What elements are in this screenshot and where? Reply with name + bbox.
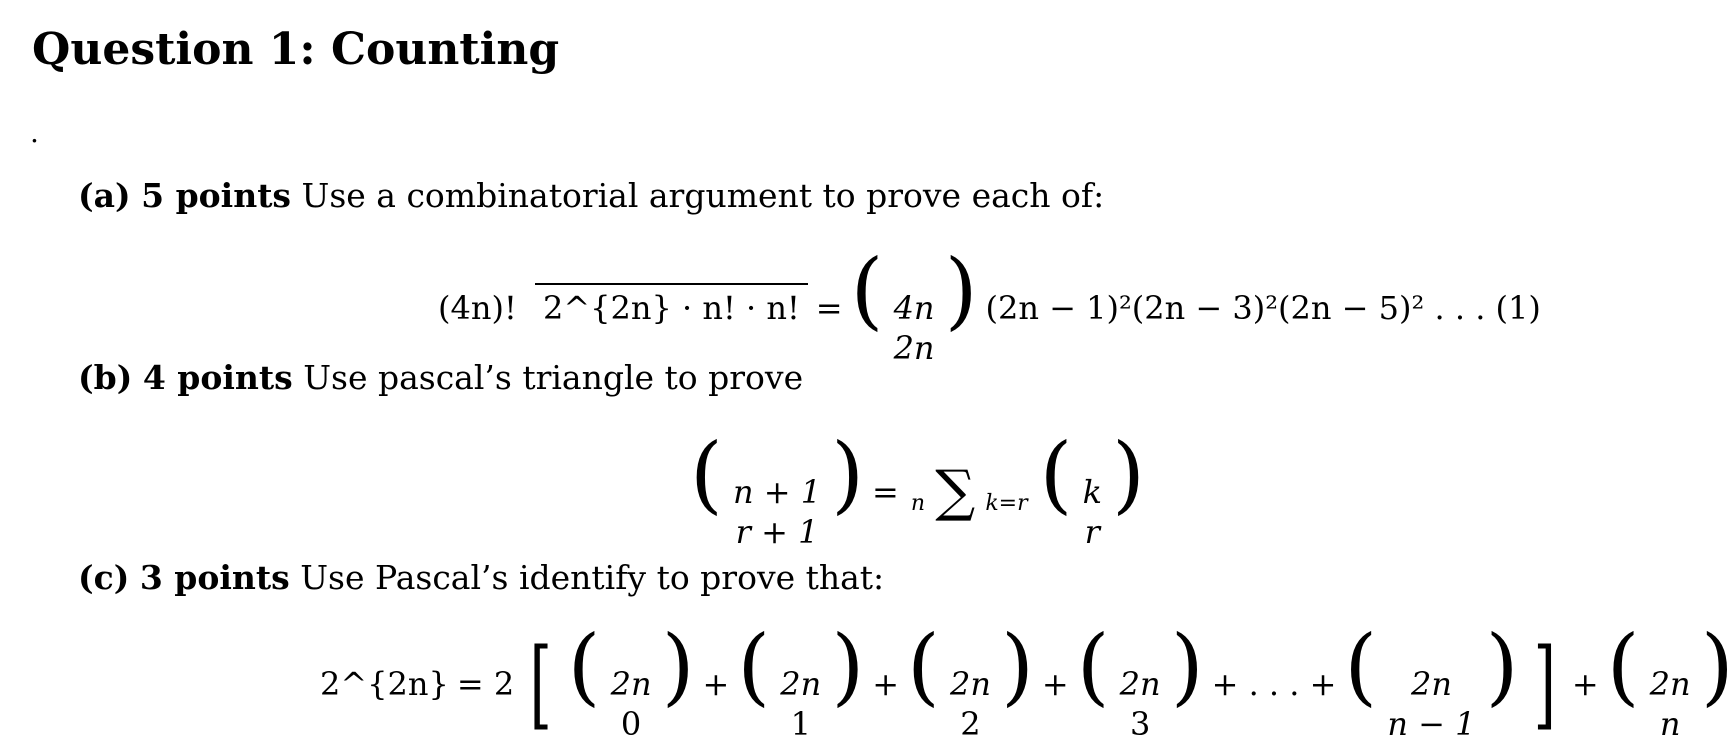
binomial-term: ( 2n 2 )	[907, 617, 1034, 743]
equation-b	[690, 425, 1145, 552]
equals-sign: =	[815, 289, 843, 327]
part-c-line	[78, 558, 884, 597]
part-a-label: (a)	[78, 176, 131, 215]
binomial-bottom: 2n	[893, 329, 935, 367]
fraction	[430, 289, 808, 327]
binomial: ( 4n 2n )	[850, 241, 978, 367]
part-c-label: (c)	[78, 558, 130, 597]
plus-sign: +	[702, 665, 730, 703]
fraction-denominator: 2^{2n} · n! · n!	[535, 283, 808, 327]
dot-mark: .	[30, 116, 39, 149]
equation-c	[320, 617, 1734, 744]
plus-sign: +	[872, 665, 900, 703]
part-a-points: 5 points	[141, 176, 292, 215]
binomial-bottom: 1	[790, 705, 811, 743]
binomial-top: 2n	[610, 665, 652, 703]
binomial-term-last: ( 2n n − 1 )	[1344, 617, 1519, 743]
part-b-text: Use pascal’s triangle to prove	[303, 358, 804, 397]
binomial-sum-term: ( k r )	[1039, 425, 1145, 551]
product-expression: (2n − 1)²(2n − 3)²(2n − 5)² . . . (1)	[985, 289, 1541, 327]
binomial-lhs: ( n + 1 r + 1 )	[690, 425, 865, 551]
plus-sign: +	[1041, 665, 1069, 703]
binomial-top: 2n	[949, 665, 991, 703]
part-c-text: Use Pascal’s identify to prove that:	[300, 558, 885, 597]
binomial-top: 2n	[1119, 665, 1161, 703]
equals-two: = 2	[456, 665, 515, 703]
right-bracket: ]	[1533, 628, 1557, 740]
equation-a	[430, 241, 1541, 368]
binomial-top: 2n	[780, 665, 822, 703]
binomial-sum-bottom: r	[1084, 513, 1100, 551]
part-a-text: Use a combinatorial argument to prove each of:	[301, 176, 1105, 215]
binomial-top: 2n	[1649, 665, 1691, 703]
part-c-points: 3 points	[139, 558, 290, 597]
plus-sign: +	[1571, 665, 1599, 703]
binomial-bottom: 2	[960, 705, 981, 743]
binomial-bottom: 0	[620, 705, 642, 743]
binomial-bottom: n − 1	[1387, 705, 1476, 743]
part-b-points: 4 points	[142, 358, 293, 397]
ellipsis-sum: + . . . +	[1211, 665, 1337, 703]
binomial-bottom: n	[1659, 705, 1681, 743]
lhs-power: 2^{2n}	[320, 665, 449, 703]
binomial-term: ( 2n 3 )	[1076, 617, 1204, 743]
binomial-sum-top: k	[1082, 473, 1102, 511]
summation	[910, 459, 1028, 524]
sigma-symbol: ∑	[935, 459, 976, 524]
sum-lower-limit: k=r	[985, 491, 1028, 516]
binomial-term-outer: ( 2n n )	[1606, 617, 1734, 743]
binomial-top: 2n	[1410, 665, 1452, 703]
page-title: Question 1: Counting	[32, 24, 560, 75]
binomial-lhs-bottom: r + 1	[735, 513, 819, 551]
sum-upper-limit: n	[910, 491, 926, 516]
part-b-line	[78, 358, 803, 397]
fraction-numerator: (4n)!	[438, 289, 517, 327]
left-bracket: [	[529, 628, 553, 740]
binomial-term: ( 2n 1 )	[737, 617, 865, 743]
equals-sign: =	[872, 473, 899, 511]
binomial-lhs-top: n + 1	[732, 473, 822, 511]
binomial-top: 4n	[893, 289, 935, 327]
binomial-term: ( 2n 0 )	[567, 617, 695, 743]
part-b-label: (b)	[78, 358, 133, 397]
binomial-bottom: 3	[1129, 705, 1151, 743]
part-a-line	[78, 176, 1104, 215]
